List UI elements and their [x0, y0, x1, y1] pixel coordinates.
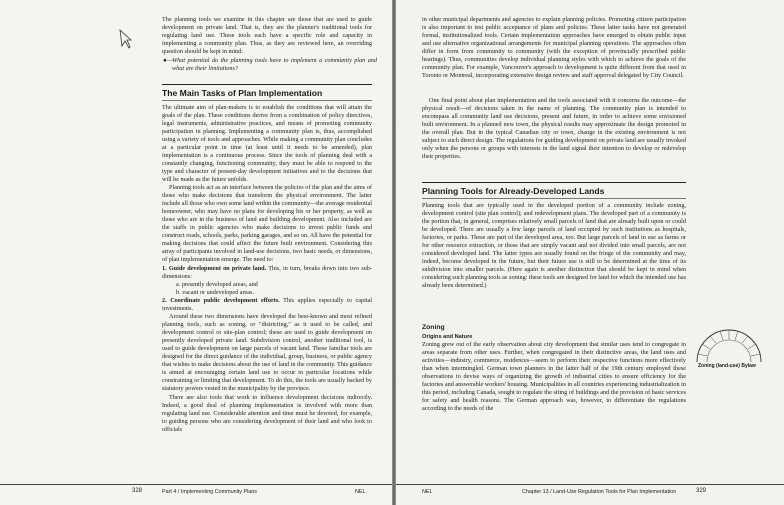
list-item-1-title: 1. Guide development on private land. [162, 265, 267, 272]
bullet-question-text: What potential do the planning tools have to implement a community plan and what are their limitations? [172, 57, 377, 73]
footer-code: NEL [422, 489, 433, 495]
footer-code: NEL [355, 489, 366, 495]
bullet-question [163, 57, 377, 73]
list-item-2 [162, 297, 372, 313]
section-rule [422, 182, 686, 183]
page-number: 328 [132, 488, 143, 494]
paragraph-zoning: Zoning grew out of the early observation about city development that similar uses tend to congregate in areas separate from other uses. Further, when congregated in their distinctive areas, the land uses and activities—industry, commerce, residences—seem to perform their respective functions more effectively than when intermingled. German town planners in the latter half of the 19th century employed these observations to devise ways of organizing the growth of industrial cities to ensure efficiency for the factories and answerable workers' housing. Municipalities in all countries experiencing industrialization in this period, including Canada, sought to regulate the siting of buildings and the provision of basic services for safety and health reasons. The German approach was, however, to differentiate the regulations according to the needs of the [422, 341, 686, 413]
footer-rule [0, 484, 392, 485]
section-rule [162, 84, 372, 85]
section-heading: The Main Tasks of Plan Implementation [162, 88, 323, 98]
right-page [396, 0, 784, 505]
page-footer: Part 4 / Implementing Community Plans [162, 489, 257, 495]
dial-label: Zoning (land-use) Bylaw [698, 363, 756, 369]
zoning-dial-icon [693, 326, 765, 366]
list-item-1b: b. vacant or undeveloped areas. [176, 289, 254, 296]
paragraph-4: There are also tools that work to influence development decisions indirectly. Indeed, a good deal of planning implementation is involved with more than regulating land use. Considerable attention and time must be devoted, for example, to guiding persons who are considering development of their land and who look to officials [162, 394, 372, 434]
paragraph-1: The ultimate aim of plan-makers is to establish the conditions that will attain the goals of the plan. These conditions derive from a combination of policy directives, legal instruments, administrative practices, and means of promoting community participation in planning. Implementing a community plan is, thus, accomplished using a variety of tools and approaches. While making a community plan concludes at a particular point in time (at least until it needs to be amended), plan implementation is a continuous process. Since the tools of planning deal with a constantly changing, functioning community, they must be able to respond to the type and character of present-day development initiatives and to the decisions that will be made as the future unfolds. [162, 104, 372, 184]
page-number: 329 [696, 488, 707, 494]
list-item-2-title: 2. Coordinate public development efforts. [162, 297, 280, 304]
paragraph-tools: Planning tools that are typically used in the developed portion of a community include zoning, development control (site plan control); and redevelopment plans. The developed part of a community is the portion that, in general, comprises relatively small parcels of land that are already built upon or could be developed. There are usually a few large parcels of land occupied by such institutions as hospitals, factories, or parks. These are part of the developed area, too. But large parcels of land in use as farms or for other resource extraction, or those that are simply vacant and not divided into small parcels, are not considered developed land. The latter types are usually found on the fringe of the community and may, indeed, become developed in the future, but their future use is still to be determined at the time of its subdivision into smaller parcels. (Here again is another distinction that should be kept in mind when considering such planning tools as zoning: these tools are designed for land for which the intended use has already been determined.) [422, 202, 686, 290]
paragraph-3: Around these two dimensions have developed the best-known and most refined planning tools, such as zoning, or "districting," as it used to be called, and development control or site-plan control; these are used to guide development on presently developed private land. Subdivision control, another traditional tool, is used to guide development on large parcels of vacant land. These familiar tools are designed for the direct guidance of the individual, group, business, or public agency that wishes to make decisions about the use of land in the community. This guidance is aimed at encouraging certain land use to occur in particular locations while constraining or limiting that development. To do this, the tools are usually backed by statutory powers vested in the municipality by the province. [162, 313, 372, 393]
list-item-1-text: This, in turn, breaks down into two sub-dimensions: [162, 265, 372, 281]
bullet-icon: ●— [163, 57, 173, 64]
paragraph-final-point: One final point about plan implementation and the tools associated with it concerns the outcome—the physical result—of decisions taken in the name of planning. The community plan is intended to encompass all community land use decisions, present and future, in order to achieve some envisioned built environment. In a planned new town, the physical results may approximate the design promoted in the overall plan. But in the typical Canadian city or town, change in the existing environment is not subject to such direct design. The regulations for guiding development on private land are usually invoked only when the persons or groups with interests in the land signal their intention to develop or redevelop their properties. [422, 97, 686, 161]
subheading-zoning: Zoning [422, 324, 445, 331]
paragraph-2: Planning tools act as an interface between the policies of the plan and the aims of those who make decisions that transform the physical environment. The latter include all those who own some land within the community—the average residential homeowner, who may have no plans for developing his or her property, as well as those who are in the business of land and building development. Also included are the staffs in public agencies who make decisions to invest public funds and construct roads, schools, parks, parking garages, and so on. All have the potential for making decisions that could affect the future built environment. Considering this array of participants involved in land-use decisions, two basic needs, or dimensions, of plan implementation emerge. The need to: [162, 184, 372, 264]
section-rule-bottom [162, 100, 372, 101]
cursor-icon [118, 28, 132, 50]
list-item-1 [162, 265, 372, 281]
list-item-2-text: This applies especially to capital investments. [162, 297, 372, 313]
footer-rule [396, 484, 784, 485]
section-rule-bottom [422, 198, 686, 199]
list-item-1a: a. presently developed areas, and [176, 281, 258, 288]
section-heading: Planning Tools for Already-Developed Lands [422, 186, 605, 196]
page-footer: Chapter 13 / Land-Use Regulation Tools for Plan Implementation [522, 489, 677, 495]
subsubheading-origins: Origins and Nature [422, 334, 473, 340]
paragraph-top: in other municipal departments and agencies to explain planning policies. Promoting citizen participation is also important to test public acceptance of plans and policies. These latter tasks have not generated formal, institutionalized tools. Certain implementation approaches have emerged to obtain public input and use alternative organizational arrangements for municipal planning operations. The approaches often differ in form from community to community (with the exception of provincially prescribed public hearings). Thus, communities develop individual planning styles with which to achieve the goals of the community plan. For example, Vancouver's approach to development is quite different from that used in Toronto or Montreal, incorporating extensive design review and staff approval delegated by City Council. [422, 16, 686, 80]
intro-paragraph: The planning tools we examine in this chapter are those that are used to guide development on private land. That is, they are the planner's traditional tools for regulating land use. These tools each have a specific role and capacity in implementing a community plan. Thus, as they are reviewed here, an overriding question should be kept in mind: [162, 16, 372, 56]
